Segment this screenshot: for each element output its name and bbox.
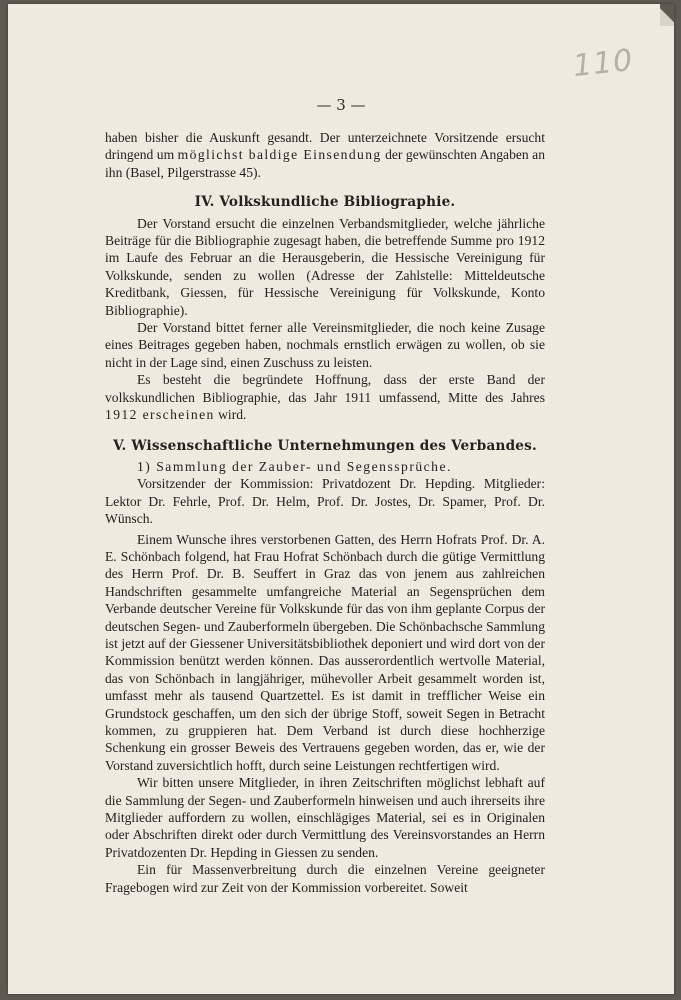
section-heading-iv: IV. Volkskundliche Bibliographie. bbox=[194, 194, 456, 211]
paragraph: Der Vorstand bittet ferner alle Vereinsmitglieder, die noch keine Zusage eines Beitrages gegeben haben, nochmals ernstlich erwägen zu wollen, ob sie nicht in der Lage sind, einen Zuschuss zu leisten. bbox=[105, 320, 545, 370]
handwritten-folio-number: 110 bbox=[571, 42, 635, 85]
page-corner-fold bbox=[660, 4, 674, 26]
paragraph: Wir bitten unsere Mitglieder, in ihren Zeitschriften möglichst lebhaft auf die Sammlung der Segen- und Zauberformeln hinweisen und auch ihrerseits ihre Mitglieder auffordern zu wollen, einschlägiges Material, sei es in Originalen oder Abschriften direkt oder durch Vermittlung des Vereinsvorstandes an Herrn Privatdozenten Dr. Hepding in Giessen zu senden. bbox=[105, 775, 545, 860]
document-page bbox=[8, 4, 674, 994]
section-heading-v: V. Wissenschaftliche Unternehmungen des Verbandes. bbox=[113, 437, 537, 454]
body-text bbox=[105, 129, 545, 896]
page-number: — 3 — bbox=[316, 96, 366, 114]
list-item-heading: 1) Sammlung der Zauber- und Segenssprüche. bbox=[137, 458, 452, 474]
paragraph: Der Vorstand ersucht die einzelnen Verbandsmitglieder, welche jährliche Beiträge für die Bibliographie zugesagt haben, die betreffende Summe pro 1912 im Laufe des Februar an die Herausgeberin, die Hessische Vereinigung für Volkskunde, senden zu wollen (Adresse der Zahlstelle: Mitteldeutsche Kreditbank, Giessen, für Hessische Vereinigung für Volkskunde, Konto Bibliographie). bbox=[105, 215, 545, 318]
spaced-emphasis: 1912 erscheinen bbox=[105, 407, 215, 423]
committee-paragraph: Vorsitzender der Kommission: Privatdozent Dr. Hepding. Mitglieder: Lektor Dr. Fehrle, Prof. Dr. Helm, Prof. Dr. Jostes, Dr. Spamer, Prof. Dr. Wünsch. bbox=[105, 476, 545, 527]
paragraph: Es besteht die begründete Hoffnung, dass der erste Band der volkskundlichen Bibliographie, das Jahr 1911 umfassend, Mitte des Jahres 1912 erscheinen wird. bbox=[105, 372, 545, 423]
paragraph: Ein für Massenverbreitung durch die einzelnen Vereine geeigneter Fragebogen wird zur Zeit von der Kommission vorbereitet. Soweit bbox=[105, 862, 545, 895]
continuation-paragraph: haben bisher die Auskunft gesandt. Der unterzeichnete Vorsitzende ersucht dringend um möglichst baldige Einsendung der gewünschten Angaben an ihn (Basel, Pilgerstrasse 45). bbox=[105, 130, 546, 180]
spaced-emphasis: möglichst baldige Einsendung bbox=[177, 147, 382, 163]
paragraph: Einem Wunsche ihres verstorbenen Gatten, des Herrn Hofrats Prof. Dr. A. E. Schönbach folgend, hat Frau Hofrat Schönbach durch die gütige Vermittlung des Herrn Prof. Dr. B. Seuffert in Graz das von jenem aus zahlreichen Handschriften gesammelte umfangreiche Material an Segensprüchen dem Verbande deutscher Vereine für Volkskunde für das von ihm geplante Corpus der deutschen Segen- und Zauberformeln übergeben. Die Schönbachsche Sammlung ist jetzt auf der Giessener Universitätsbibliothek deponiert und wird dort von der Kommission benützt werden können. Das ausserordentlich wertvolle Material, das von Schönbach in langjähriger, mühevoller Arbeit gesammelt worden ist, umfasst mehr als tausend Quartzettel. Es ist damit in trefflicher Weise ein Grundstock geschaffen, um den sich der übrige Stoff, soweit Segen in Betracht kommen, zu gruppieren hat. Dem Verband ist durch diese hochherzige Schenkung ein grosser Beweis des Vertrauens gegeben worden, das er, wie der Vorstand zuversichtlich hofft, durch seine Leistungen rechtfertigen wird. bbox=[105, 531, 545, 773]
